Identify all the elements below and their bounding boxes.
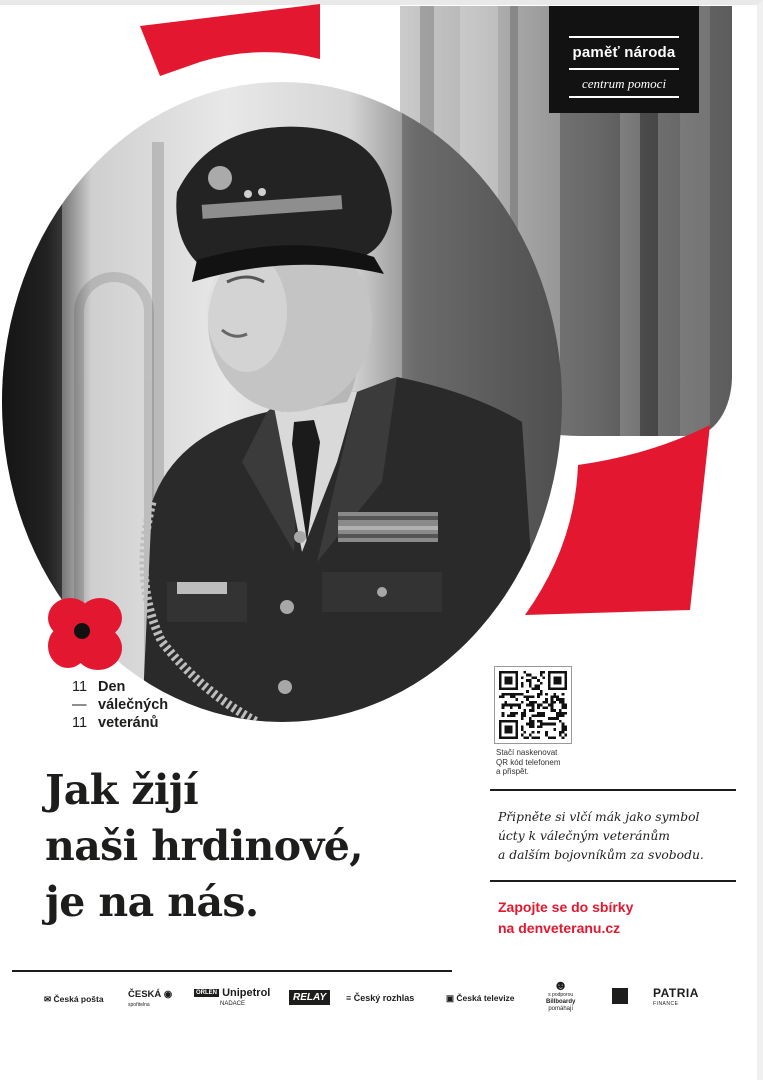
partner-sub: pomáhají [548, 1006, 574, 1012]
partner-sub: spořitelna [128, 1002, 150, 1008]
ct-icon: ▣ [446, 993, 455, 1003]
qr-caption-line: a přispět. [496, 767, 529, 776]
partner-orlen-unipetrol [194, 988, 270, 1010]
event-title [72, 678, 168, 732]
partner-name: RELAY [293, 992, 327, 1003]
partner-name: Česká televize [456, 993, 515, 1003]
partner-logos [40, 974, 720, 1024]
partner-name: ČESKÁ [128, 989, 162, 1000]
divider [490, 789, 736, 791]
pledge-line: a dalším bojovníkům za svobodu. [498, 848, 704, 862]
orlen-badge: ORLEN [196, 990, 217, 996]
partner-name: Česká pošta [53, 994, 104, 1004]
pamet-naroda-logo [549, 6, 699, 113]
partner-name: Billboardy [546, 999, 576, 1005]
partner-name: Český rozhlas [353, 993, 415, 1003]
partner-name: PATRIA [653, 986, 699, 1000]
pledge-text [498, 808, 734, 865]
qr-code-icon [499, 671, 567, 739]
qr-caption-line: Stačí naskenovat [496, 748, 558, 757]
poppy-icon [46, 596, 124, 672]
divider [12, 970, 452, 972]
headline-line: je na nás. [45, 878, 259, 926]
logo-subtitle: centrum pomoci [581, 76, 667, 91]
call-to-action [498, 897, 734, 939]
event-dash: — [72, 697, 87, 713]
event-word: Den [98, 679, 126, 695]
event-row [72, 714, 168, 732]
logo-title: paměť národa [572, 44, 676, 61]
partner-billboardy [546, 978, 575, 1013]
partner-ceska-posta [44, 994, 104, 1005]
pledge-line: úcty k válečným veteránům [498, 829, 670, 843]
partner-cesky-rozhlas [346, 993, 414, 1003]
qr-code[interactable] [494, 666, 572, 744]
partner-ceska-televize [446, 993, 515, 1004]
partner-name: Unipetrol [222, 987, 271, 999]
partner-top: s podporou [548, 992, 574, 998]
rozhlas-icon: ≡ [346, 993, 352, 1003]
partner-sub: FINANCE [653, 1001, 679, 1007]
partner-relay [289, 990, 330, 1005]
event-word: veteránů [98, 715, 159, 731]
event-word: válečných [98, 697, 169, 713]
posthorn-icon: ✉ [44, 994, 52, 1004]
qr-caption [496, 748, 606, 777]
qr-caption-line: QR kód telefonem [496, 757, 561, 767]
sporitelna-icon: ◉ [163, 989, 173, 1000]
headline [45, 762, 475, 930]
partner-patria [653, 988, 699, 1010]
partner-ceska-sporitelna [128, 990, 172, 1010]
denveteranu-link[interactable]: na denveteranu.cz [498, 920, 621, 936]
partner-sub: NADACE [220, 1001, 246, 1007]
pledge-line: Připněte si vlčí mák jako symbol [498, 810, 700, 824]
headline-line: naši hrdinové, [45, 822, 363, 870]
divider [490, 880, 736, 882]
smiley-icon: ☻ [553, 977, 569, 993]
red-arc-right [520, 425, 720, 615]
red-arc-top [140, 4, 320, 76]
headline-line: Jak žijí [45, 766, 199, 814]
event-number: 11 [72, 679, 88, 695]
event-row [72, 696, 168, 714]
partner-square-logo [612, 988, 628, 1004]
cta-line: Zapojte se do sbírky [498, 899, 634, 915]
event-row [72, 678, 168, 696]
event-number: 11 [72, 715, 88, 731]
